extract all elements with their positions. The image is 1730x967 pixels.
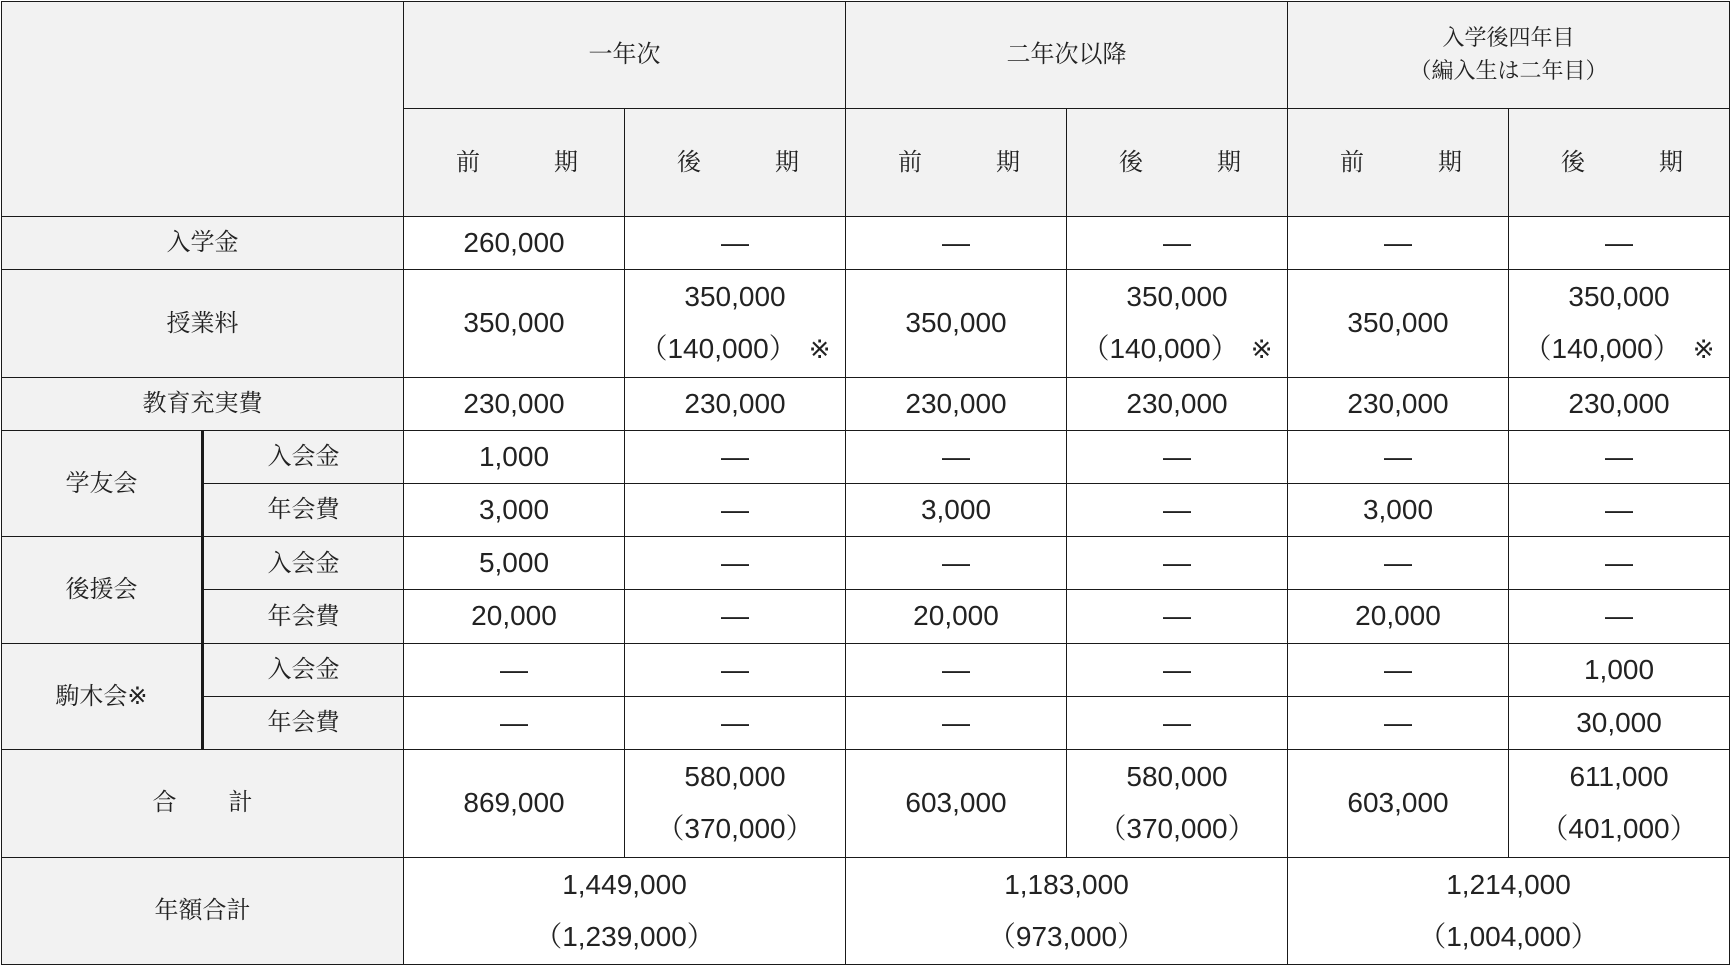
period-char: 後 bbox=[1119, 147, 1143, 176]
cell-sub-value: （401,000） bbox=[1540, 813, 1698, 845]
cell-value: 350,000 bbox=[404, 270, 625, 377]
cell-value: 603,000 bbox=[1288, 750, 1509, 857]
cell-value: 869,000 bbox=[404, 750, 625, 857]
sub-label-admission: 入会金 bbox=[203, 643, 404, 696]
cell-value: 350,000 bbox=[684, 281, 786, 313]
cell-value: — bbox=[1067, 430, 1288, 483]
cell-annual-total bbox=[846, 857, 1288, 965]
cell-value: — bbox=[1288, 216, 1509, 269]
cell-value: — bbox=[846, 216, 1067, 269]
cell-sub-line bbox=[1067, 333, 1287, 365]
cell-value: 1,000 bbox=[1509, 643, 1730, 696]
cell-sub-value: （370,000） bbox=[1098, 813, 1256, 845]
period-char: 期 bbox=[775, 147, 799, 176]
row-label-entrance-fee: 入学金 bbox=[2, 216, 404, 269]
cell-value-two-line bbox=[1067, 270, 1288, 377]
sub-label-annual: 年会費 bbox=[203, 590, 404, 643]
cell-value: 5,000 bbox=[404, 537, 625, 590]
cell-value: 20,000 bbox=[846, 590, 1067, 643]
cell-value: — bbox=[625, 643, 846, 696]
header-second-half bbox=[1067, 109, 1288, 216]
cell-value-two-line bbox=[625, 750, 846, 857]
cell-value: — bbox=[1067, 696, 1288, 749]
row-label-education-fee: 教育充実費 bbox=[2, 377, 404, 430]
cell-value: 1,449,000 bbox=[562, 868, 687, 900]
cell-value: 230,000 bbox=[625, 377, 846, 430]
cell-value: — bbox=[1067, 216, 1288, 269]
row-label-tuition: 授業料 bbox=[2, 270, 404, 377]
cell-value: — bbox=[1067, 537, 1288, 590]
header-year4-line1: 入学後四年目 bbox=[1442, 26, 1575, 52]
cell-value: — bbox=[846, 696, 1067, 749]
cell-value: 20,000 bbox=[404, 590, 625, 643]
cell-value: — bbox=[625, 537, 846, 590]
cell-sub-value: （140,000） bbox=[1081, 333, 1239, 365]
header-year1: 一年次 bbox=[404, 2, 846, 109]
cell-value: — bbox=[1067, 643, 1288, 696]
cell-value: 350,000 bbox=[1568, 281, 1670, 313]
cell-value: — bbox=[1067, 590, 1288, 643]
period-char: 前 bbox=[898, 147, 922, 176]
cell-value: 1,183,000 bbox=[1004, 868, 1129, 900]
cell-value: — bbox=[1509, 537, 1730, 590]
cell-value: — bbox=[1288, 430, 1509, 483]
header-corner bbox=[2, 2, 404, 217]
cell-value: 230,000 bbox=[846, 377, 1067, 430]
period-char: 前 bbox=[1340, 147, 1364, 176]
cell-value: 230,000 bbox=[1288, 377, 1509, 430]
cell-value: — bbox=[625, 590, 846, 643]
cell-value-two-line bbox=[1509, 270, 1730, 377]
sub-label-admission: 入会金 bbox=[203, 537, 404, 590]
cell-value: — bbox=[404, 696, 625, 749]
cell-value: 230,000 bbox=[1067, 377, 1288, 430]
cell-value: — bbox=[625, 430, 846, 483]
cell-sub-line bbox=[1509, 333, 1729, 365]
cell-sub-value: （1,239,000） bbox=[534, 920, 715, 952]
cell-value: 611,000 bbox=[1569, 761, 1669, 793]
period-char: 期 bbox=[1659, 147, 1684, 176]
cell-value: 350,000 bbox=[846, 270, 1067, 377]
header-first-half bbox=[404, 109, 625, 216]
cell-sub-value: （140,000） bbox=[1523, 333, 1681, 365]
cell-value: — bbox=[404, 643, 625, 696]
cell-sub-line bbox=[625, 333, 845, 365]
header-first-half bbox=[846, 109, 1067, 216]
period-char: 前 bbox=[456, 147, 480, 176]
header-second-half bbox=[625, 109, 846, 216]
cell-value-two-line bbox=[625, 270, 846, 377]
cell-value: 230,000 bbox=[404, 377, 625, 430]
header-year4 bbox=[1288, 2, 1730, 109]
header-first-half bbox=[1288, 109, 1509, 216]
cell-value: — bbox=[625, 696, 846, 749]
total-label-char: 計 bbox=[228, 788, 253, 817]
cell-value: 1,000 bbox=[404, 430, 625, 483]
cell-sub-value: （370,000） bbox=[656, 813, 814, 845]
cell-value: — bbox=[846, 430, 1067, 483]
cell-value: 350,000 bbox=[1126, 281, 1228, 313]
cell-value: 580,000 bbox=[1126, 761, 1228, 793]
cell-value: — bbox=[846, 537, 1067, 590]
period-char: 後 bbox=[1561, 147, 1585, 176]
cell-value: — bbox=[1067, 483, 1288, 536]
cell-value: 603,000 bbox=[846, 750, 1067, 857]
sub-label-annual: 年会費 bbox=[203, 483, 404, 536]
header-year4-line2: （編入生は二年目） bbox=[1409, 59, 1608, 85]
note-mark: ※ bbox=[1250, 334, 1273, 365]
header-second-half bbox=[1509, 109, 1730, 216]
fee-table bbox=[1, 1, 1730, 965]
group-label-komakikai: 駒木会※ bbox=[2, 643, 203, 749]
total-label-char: 合 bbox=[152, 788, 177, 817]
period-char: 期 bbox=[1438, 147, 1462, 176]
period-char: 期 bbox=[1217, 147, 1241, 176]
cell-value: — bbox=[1509, 216, 1730, 269]
cell-value: — bbox=[1288, 643, 1509, 696]
group-label-koenkai: 後援会 bbox=[2, 537, 203, 643]
cell-sub-value: （1,004,000） bbox=[1418, 920, 1599, 952]
cell-value: 20,000 bbox=[1288, 590, 1509, 643]
cell-value: — bbox=[1509, 483, 1730, 536]
header-year2plus: 二年次以降 bbox=[846, 2, 1288, 109]
cell-annual-total bbox=[404, 857, 846, 965]
cell-value-two-line bbox=[1509, 750, 1730, 857]
row-label-total bbox=[2, 750, 404, 857]
cell-value: — bbox=[625, 216, 846, 269]
cell-value: — bbox=[1509, 590, 1730, 643]
group-label-gakuyukai: 学友会 bbox=[2, 430, 203, 536]
cell-sub-value: （973,000） bbox=[987, 920, 1146, 952]
cell-value: 3,000 bbox=[846, 483, 1067, 536]
cell-value: — bbox=[1288, 696, 1509, 749]
period-char: 期 bbox=[554, 147, 578, 176]
cell-value: 1,214,000 bbox=[1446, 868, 1571, 900]
cell-value: 260,000 bbox=[404, 216, 625, 269]
cell-value: 3,000 bbox=[1288, 483, 1509, 536]
sub-label-annual: 年会費 bbox=[203, 696, 404, 749]
cell-value: 30,000 bbox=[1509, 696, 1730, 749]
cell-value: 230,000 bbox=[1509, 377, 1730, 430]
cell-value: — bbox=[625, 483, 846, 536]
cell-value-two-line bbox=[1067, 750, 1288, 857]
cell-value: — bbox=[1288, 537, 1509, 590]
cell-value: 350,000 bbox=[1288, 270, 1509, 377]
cell-sub-value: （140,000） bbox=[639, 333, 797, 365]
row-label-annual-total: 年額合計 bbox=[2, 857, 404, 965]
cell-value: 3,000 bbox=[404, 483, 625, 536]
note-mark: ※ bbox=[808, 334, 831, 365]
cell-value: 580,000 bbox=[684, 761, 786, 793]
cell-value: — bbox=[846, 643, 1067, 696]
sub-label-admission: 入会金 bbox=[203, 430, 404, 483]
period-char: 後 bbox=[677, 147, 701, 176]
period-char: 期 bbox=[996, 147, 1020, 176]
cell-annual-total bbox=[1288, 857, 1730, 965]
note-mark: ※ bbox=[1692, 334, 1715, 365]
cell-value: — bbox=[1509, 430, 1730, 483]
